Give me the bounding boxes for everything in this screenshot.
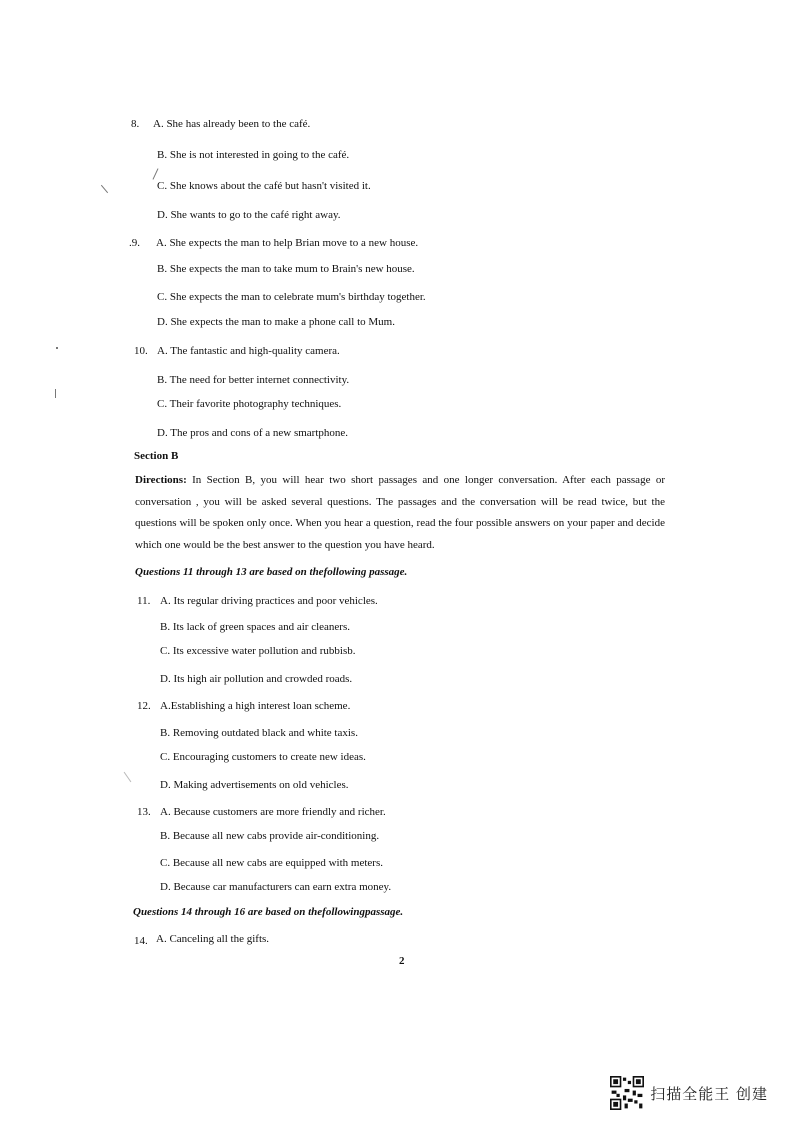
question-8-option-b: B. She is not interested in going to the café. [157,149,350,161]
question-9-option-d: D. She expects the man to make a phone call to Mum. [157,316,395,328]
question-12-option-a: A.Establishing a high interest loan scheme. [160,700,351,712]
question-12-option-b: B. Removing outdated black and white taxis. [160,727,358,739]
qr-code-icon [610,1076,644,1110]
scan-mark [55,389,56,398]
scan-mark [124,772,132,782]
question-10-option-b: B. The need for better internet connectivity. [157,374,350,386]
question-9-option-b: B. She expects the man to take mum to Brain's new house. [157,263,415,275]
passage-2-intro: Questions 14 through 16 are based on thefollowingpassage. [133,906,404,918]
question-13-option-a: A. Because customers are more friendly and richer. [160,806,386,818]
scan-mark [153,168,159,179]
question-14-number: 14. [134,935,148,947]
question-13-option-b: B. Because all new cabs provide air-conditioning. [160,830,380,842]
question-10-option-c: C. Their favorite photography techniques. [157,398,342,410]
question-13-number: 13. [137,806,151,818]
question-12-number: 12. [137,700,151,712]
passage-1-intro: Questions 11 through 13 are based on thefollowing passage. [135,566,408,578]
question-8-option-d: D. She wants to go to the café right away. [157,209,341,221]
question-11-option-b: B. Its lack of green spaces and air cleaners. [160,621,350,633]
question-10-number: 10. [134,345,148,357]
question-10-option-d: D. The pros and cons of a new smartphone. [157,427,349,439]
question-11-option-a: A. Its regular driving practices and poor vehicles. [160,595,378,607]
question-11-option-c: C. Its excessive water pollution and rubbisb. [160,645,356,657]
question-9-option-a: A. She expects the man to help Brian move to a new house. [156,237,419,249]
question-13-option-d: D. Because car manufacturers can earn extra money. [160,881,392,893]
scan-mark [101,185,108,193]
question-9-number: .9. [129,237,140,249]
directions-label: Directions: [135,474,187,486]
question-9-option-c: C. She expects the man to celebrate mum's birthday together. [157,291,426,303]
question-10-option-a: A. The fantastic and high-quality camera. [157,345,340,357]
question-14-option-a: A. Canceling all the gifts. [156,933,270,945]
question-8-option-c: C. She knows about the café but hasn't visited it. [157,180,371,192]
section-b-title: Section B [134,450,179,462]
scan-mark [56,347,58,349]
question-12-option-d: D. Making advertisements on old vehicles. [160,779,349,791]
question-12-option-c: C. Encouraging customers to create new ideas. [160,751,366,763]
question-8-option-a: A. She has already been to the café. [153,118,311,130]
question-8-number: 8. [131,118,140,130]
section-b-directions [135,470,665,556]
page-number: 2 [399,955,405,967]
scanner-watermark [610,1076,768,1110]
scanner-brand-text: 扫描全能王 创建 [650,1084,768,1103]
question-11-option-d: D. Its high air pollution and crowded roads. [160,673,353,685]
question-13-option-c: C. Because all new cabs are equipped with meters. [160,857,383,869]
question-11-number: 11. [137,595,151,607]
directions-text: In Section B, you will hear two short passages and one longer conversation. After each passage or conversation , you will be asked several questions. The passages and the conversation will be read twice, but the questions will be spoken only once. When you hear a question, read the four possible answers on your paper and decide which one would be the best answer to the question you have heard. [135,474,665,551]
